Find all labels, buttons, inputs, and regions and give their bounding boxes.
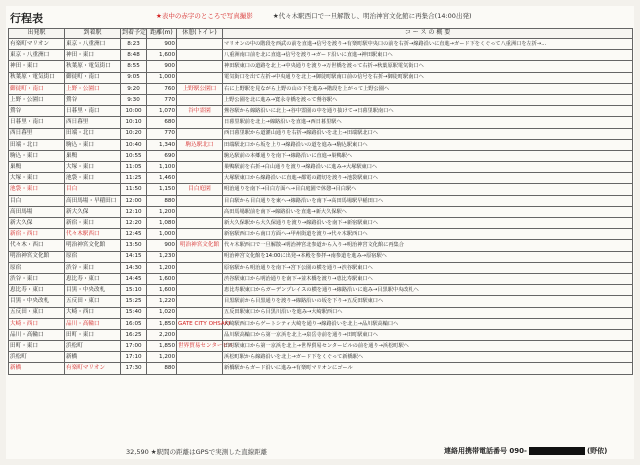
- table-row: [9, 206, 633, 217]
- cell-to: 目白: [65, 184, 121, 195]
- cell-arrival-time: 10:00: [121, 106, 147, 117]
- cell-arrival-time: 15:25: [121, 296, 147, 307]
- cell-arrival-time: 14:30: [121, 262, 147, 273]
- cell-rest-stop: 駒込駅北口: [177, 139, 223, 150]
- cell-from: 秋葉原・電気街口: [9, 72, 65, 83]
- cell-course: 渋谷駅東口から明治通りを南下→並木橋を渡り→恵比寿駅東口へ: [223, 273, 633, 284]
- cell-distance: 880: [147, 195, 177, 206]
- header-rest: 休憩(トイレ): [177, 29, 223, 39]
- cell-to: 代々木駅西口: [65, 229, 121, 240]
- cell-rest-stop: 世界貿易センタービル: [177, 341, 223, 352]
- cell-rest-stop: [177, 273, 223, 284]
- cell-to: 高田馬場・早稲田口: [65, 195, 121, 206]
- cell-rest-stop: [177, 94, 223, 105]
- cell-arrival-time: 10:20: [121, 128, 147, 139]
- cell-from: 新宿・西口: [9, 229, 65, 240]
- cell-distance: 1,150: [147, 184, 177, 195]
- cell-distance: 1,600: [147, 50, 177, 61]
- cell-rest-stop: [177, 128, 223, 139]
- cell-distance: 770: [147, 128, 177, 139]
- cell-distance: 1,600: [147, 285, 177, 296]
- cell-course: 品川駅高輪口から第一京浜を北上→泉岳寺前を通り→田町駅東口へ: [223, 329, 633, 340]
- redacted-phone: [529, 447, 585, 455]
- table-row: [9, 106, 633, 117]
- cell-rest-stop: [177, 173, 223, 184]
- cell-course: 日暮里駅前を北上→線路沿いを直進→西日暮里駅へ: [223, 117, 633, 128]
- cell-course: 神田駅東口の道路を北上→中央通りを渡り→万世橋を渡って右折→秋葉原駅電気街口へ: [223, 61, 633, 72]
- cell-course: 新橋駅からガード沿いに進み→有楽町マリオンにゴール: [223, 363, 633, 374]
- header-to: 到着駅: [65, 29, 121, 39]
- cell-distance: 900: [147, 240, 177, 251]
- cell-arrival-time: 16:05: [121, 318, 147, 329]
- cell-arrival-time: 10:40: [121, 139, 147, 150]
- cell-course: 浜松町駅から線路沿いを北上→ガード下をくぐって新橋駅へ: [223, 352, 633, 363]
- cell-to: 鶯谷: [65, 94, 121, 105]
- cell-rest-stop: 上野駅公園口: [177, 83, 223, 94]
- cell-course: 大塚駅東口から線路沿いに直進→都電の踏切を渡り→池袋駅東口へ: [223, 173, 633, 184]
- table-row: [9, 184, 633, 195]
- table-row: [9, 150, 633, 161]
- cell-from: 有楽町マリオン: [9, 39, 65, 50]
- table-row: [9, 363, 633, 374]
- cell-from: 原宿: [9, 262, 65, 273]
- table-row: [9, 296, 633, 307]
- contact-label: 連絡用携帯電話番号 090-: [444, 447, 527, 455]
- cell-from: 日暮里・南口: [9, 117, 65, 128]
- cell-arrival-time: 10:55: [121, 150, 147, 161]
- page-title: 行程表: [10, 12, 43, 25]
- cell-to: 五反田・東口: [65, 296, 121, 307]
- table-row: [9, 83, 633, 94]
- cell-distance: 690: [147, 150, 177, 161]
- cell-distance: 880: [147, 363, 177, 374]
- contact-suffix: (野依): [586, 447, 608, 455]
- cell-to: 田町・東口: [65, 329, 121, 340]
- cell-distance: 680: [147, 117, 177, 128]
- cell-to: 神田・東口: [65, 50, 121, 61]
- cell-from: 東京・八重洲口: [9, 50, 65, 61]
- cell-distance: 900: [147, 61, 177, 72]
- cell-distance: 1,000: [147, 72, 177, 83]
- cell-rest-stop: [177, 307, 223, 318]
- cell-course: 八重洲南口前を北に直進→信号を渡り→ガード沿いに直進→神田駅東口へ: [223, 50, 633, 61]
- cell-to: 御徒町・南口: [65, 72, 121, 83]
- cell-distance: 1,850: [147, 318, 177, 329]
- cell-course: 代々木駅西口で一旦解散→明治神宮北参道から入り→明治神宮文化館に再集合: [223, 240, 633, 251]
- cell-distance: 1,230: [147, 251, 177, 262]
- cell-course: 田端駅北口から坂を上り→線路沿いの道を進み→駒込駅東口へ: [223, 139, 633, 150]
- total-distance: 32,590 ★駅間の距離はGPSで実測した直線距離: [126, 448, 268, 456]
- header-distance: 距離(m): [147, 29, 177, 39]
- cell-course: 五反田駅東口から目黒川沿いを進み→大崎駅西口へ: [223, 307, 633, 318]
- cell-from: 上野・公園口: [9, 94, 65, 105]
- cell-rest-stop: [177, 50, 223, 61]
- cell-from: 新大久保: [9, 218, 65, 229]
- cell-course: 目白駅から目白通りを東へ→線路沿いを南下→高田馬場駅早稲田口へ: [223, 195, 633, 206]
- cell-course: 新大久保駅から大久保通りを渡り→線路沿いを南下→新宿駅東口へ: [223, 218, 633, 229]
- table-row: [9, 139, 633, 150]
- cell-course: 巣鴨駅前を右折→白山通りを渡り→線路沿いに進み→大塚駅東口へ: [223, 162, 633, 173]
- cell-distance: 1,340: [147, 139, 177, 150]
- cell-course: 鶯谷駅から線路沿いに北上→谷中霊園の中を通り抜けて→日暮里駅南口へ: [223, 106, 633, 117]
- cell-rest-stop: [177, 117, 223, 128]
- cell-from: 大塚・東口: [9, 173, 65, 184]
- cell-to: 日暮里・南口: [65, 106, 121, 117]
- cell-distance: 1,200: [147, 262, 177, 273]
- cell-arrival-time: 13:50: [121, 240, 147, 251]
- header-course: コ ー ス の 概 要: [223, 29, 633, 39]
- cell-arrival-time: 15:40: [121, 307, 147, 318]
- cell-course: 恵比寿駅東口からガーデンプレイスの横を通り→線路沿いに進み→目黒駅中央改札へ: [223, 285, 633, 296]
- cell-course: 明治神宮文化館を14:00に出発→本殿を参拝→南参道を進み→原宿駅へ: [223, 251, 633, 262]
- cell-from: 田端・北口: [9, 139, 65, 150]
- cell-course: 原宿駅から明治通りを南下→宮下公園の横を通り→渋谷駅東口へ: [223, 262, 633, 273]
- cell-distance: 2,200: [147, 329, 177, 340]
- cell-to: 東京・八重洲口: [65, 39, 121, 50]
- table-row: [9, 251, 633, 262]
- cell-rest-stop: [177, 363, 223, 374]
- table-row: [9, 318, 633, 329]
- cell-to: 西日暮里: [65, 117, 121, 128]
- cell-arrival-time: 15:10: [121, 285, 147, 296]
- cell-course: 電気街口を出て左折→中央通りを北上→御徒町駅南口前の信号を右折→御徒町駅南口へ: [223, 72, 633, 83]
- cell-from: 浜松町: [9, 352, 65, 363]
- cell-rest-stop: 谷中霊園: [177, 106, 223, 117]
- table-row: [9, 61, 633, 72]
- cell-to: 巣鴨: [65, 150, 121, 161]
- cell-arrival-time: 11:25: [121, 173, 147, 184]
- cell-arrival-time: 17:30: [121, 363, 147, 374]
- cell-to: 目黒・中央改札: [65, 285, 121, 296]
- cell-to: 大崎・西口: [65, 307, 121, 318]
- table-row: [9, 39, 633, 50]
- cell-from: 高田馬場: [9, 206, 65, 217]
- cell-distance: 1,020: [147, 307, 177, 318]
- cell-to: 上野・公園口: [65, 83, 121, 94]
- cell-distance: 760: [147, 83, 177, 94]
- cell-from: 御徒町・南口: [9, 83, 65, 94]
- cell-distance: 1,080: [147, 218, 177, 229]
- cell-to: 渋谷・東口: [65, 262, 121, 273]
- table-row: [9, 352, 633, 363]
- cell-distance: 900: [147, 39, 177, 50]
- table-row: [9, 128, 633, 139]
- cell-course: 大崎駅西口からゲートシティ大崎を通り→線路沿いを北上→品川駅高輪口へ: [223, 318, 633, 329]
- cell-course: 目黒駅前から目黒通りを渡り→線路沿いの坂を下り→五反田駅東口へ: [223, 296, 633, 307]
- table-row: [9, 262, 633, 273]
- cell-arrival-time: 12:20: [121, 218, 147, 229]
- legend-photo-note: ★表中の赤字のところで写真撮影: [156, 12, 253, 20]
- cell-to: 新橋: [65, 352, 121, 363]
- cell-to: 品川・高輪口: [65, 318, 121, 329]
- cell-arrival-time: 8:55: [121, 61, 147, 72]
- cell-from: 渋谷・東口: [9, 273, 65, 284]
- cell-to: 有楽町マリオン: [65, 363, 121, 374]
- cell-rest-stop: [177, 329, 223, 340]
- cell-to: 原宿: [65, 251, 121, 262]
- table-row: [9, 307, 633, 318]
- cell-rest-stop: 明治神宮文化館: [177, 240, 223, 251]
- cell-distance: 1,200: [147, 206, 177, 217]
- table-row: [9, 329, 633, 340]
- cell-to: 新宿・東口: [65, 218, 121, 229]
- cell-from: 五反田・東口: [9, 307, 65, 318]
- cell-from: 明治神宮文化館: [9, 251, 65, 262]
- cell-rest-stop: [177, 150, 223, 161]
- cell-rest-stop: [177, 162, 223, 173]
- table-row: [9, 195, 633, 206]
- cell-distance: 1,460: [147, 173, 177, 184]
- table-row: [9, 173, 633, 184]
- table-row: [9, 94, 633, 105]
- table-body: [9, 39, 633, 375]
- cell-distance: 1,100: [147, 162, 177, 173]
- cell-arrival-time: 11:50: [121, 184, 147, 195]
- cell-course: 明治通りを南下→目白方面へ→目白庭園で休憩→目白駅へ: [223, 184, 633, 195]
- cell-from: 駒込・東口: [9, 150, 65, 161]
- table-row: [9, 229, 633, 240]
- cell-from: 巣鴨: [9, 162, 65, 173]
- cell-from: 田町・東口: [9, 341, 65, 352]
- table-row: [9, 285, 633, 296]
- table-row: [9, 72, 633, 83]
- cell-rest-stop: [177, 262, 223, 273]
- cell-course: 右に上野駅を見ながら上野の山の下を進み→階段を上がって上野公園へ: [223, 83, 633, 94]
- cell-rest-stop: [177, 229, 223, 240]
- cell-from: 目白: [9, 195, 65, 206]
- cell-from: 神田・東口: [9, 61, 65, 72]
- cell-course: 西日暮里駅から道灌山通りを右折→線路沿いを北上→田端駅北口へ: [223, 128, 633, 139]
- cell-course: 田町駅東口から第一京浜を北上→世界貿易センタービルの前を通り→浜松町駅へ: [223, 341, 633, 352]
- cell-rest-stop: [177, 206, 223, 217]
- cell-rest-stop: [177, 218, 223, 229]
- cell-rest-stop: [177, 251, 223, 262]
- cell-from: 大崎・西口: [9, 318, 65, 329]
- cell-arrival-time: 9:30: [121, 94, 147, 105]
- cell-distance: 1,220: [147, 296, 177, 307]
- cell-course: 上野公園を北に進み→寛永寺橋を渡って鶯谷駅へ: [223, 94, 633, 105]
- cell-rest-stop: [177, 352, 223, 363]
- cell-rest-stop: [177, 296, 223, 307]
- cell-to: 新大久保: [65, 206, 121, 217]
- cell-rest-stop: 目白庭園: [177, 184, 223, 195]
- cell-to: 秋葉原・電気街口: [65, 61, 121, 72]
- cell-arrival-time: 17:10: [121, 352, 147, 363]
- cell-from: 目黒・中央改札: [9, 296, 65, 307]
- cell-arrival-time: 11:05: [121, 162, 147, 173]
- itinerary-sheet: [6, 6, 634, 459]
- legend: [156, 11, 471, 20]
- table-row: [9, 117, 633, 128]
- table-row: [9, 50, 633, 61]
- contact-phone: [444, 446, 607, 456]
- cell-to: 田端・北口: [65, 128, 121, 139]
- cell-from: 代々木・西口: [9, 240, 65, 251]
- cell-rest-stop: [177, 39, 223, 50]
- cell-course: 新宿駅西口から南口方面へ→甲州街道を渡り→代々木駅西口へ: [223, 229, 633, 240]
- cell-rest-stop: [177, 61, 223, 72]
- cell-rest-stop: GATE CITY OHSAKI: [177, 318, 223, 329]
- cell-course: 高田馬場駅前を南下→線路沿いを直進→新大久保駅へ: [223, 206, 633, 217]
- itinerary-table: [8, 28, 633, 375]
- cell-to: 大塚・東口: [65, 162, 121, 173]
- cell-arrival-time: 10:10: [121, 117, 147, 128]
- cell-from: 品川・高輪口: [9, 329, 65, 340]
- cell-rest-stop: [177, 285, 223, 296]
- cell-arrival-time: 17:00: [121, 341, 147, 352]
- cell-arrival-time: 14:15: [121, 251, 147, 262]
- cell-course: マリオンの中の階段を西武の前を直進→信号を渡り→有楽町駅中央口の前を右折→線路沿いに直進→ガード下をくぐって八重洲口を左折→...: [223, 39, 633, 50]
- cell-distance: 1,850: [147, 341, 177, 352]
- cell-arrival-time: 16:25: [121, 329, 147, 340]
- table-row: [9, 240, 633, 251]
- cell-from: 恵比寿・東口: [9, 285, 65, 296]
- cell-to: 恵比寿・東口: [65, 273, 121, 284]
- cell-from: 鶯谷: [9, 106, 65, 117]
- table-header-row: [9, 29, 633, 39]
- cell-from: 新橋: [9, 363, 65, 374]
- cell-arrival-time: 12:00: [121, 195, 147, 206]
- cell-arrival-time: 8:23: [121, 39, 147, 50]
- cell-to: 池袋・東口: [65, 173, 121, 184]
- cell-to: 駒込・東口: [65, 139, 121, 150]
- cell-from: 西日暮里: [9, 128, 65, 139]
- cell-to: 明治神宮文化館: [65, 240, 121, 251]
- legend-regroup-note: ★代々木駅西口で一旦解散し、明治神宮文化館に再集合(14:00出発): [272, 12, 472, 20]
- cell-distance: 1,070: [147, 106, 177, 117]
- table-row: [9, 218, 633, 229]
- cell-arrival-time: 9:05: [121, 72, 147, 83]
- cell-arrival-time: 12:10: [121, 206, 147, 217]
- cell-arrival-time: 9:20: [121, 83, 147, 94]
- cell-to: 浜松町: [65, 341, 121, 352]
- cell-arrival-time: 8:48: [121, 50, 147, 61]
- cell-distance: 1,600: [147, 273, 177, 284]
- cell-distance: 770: [147, 94, 177, 105]
- cell-arrival-time: 12:45: [121, 229, 147, 240]
- cell-from: 池袋・東口: [9, 184, 65, 195]
- header-from: 出発駅: [9, 29, 65, 39]
- cell-distance: 1,200: [147, 352, 177, 363]
- cell-rest-stop: [177, 72, 223, 83]
- header-time: 到着予定: [121, 29, 147, 39]
- table-row: [9, 341, 633, 352]
- cell-arrival-time: 14:45: [121, 273, 147, 284]
- table-row: [9, 162, 633, 173]
- table-row: [9, 273, 633, 284]
- cell-rest-stop: [177, 195, 223, 206]
- cell-course: 駒込駅前の本郷通りを南下→線路沿いに直進→巣鴨駅へ: [223, 150, 633, 161]
- cell-distance: 1,000: [147, 229, 177, 240]
